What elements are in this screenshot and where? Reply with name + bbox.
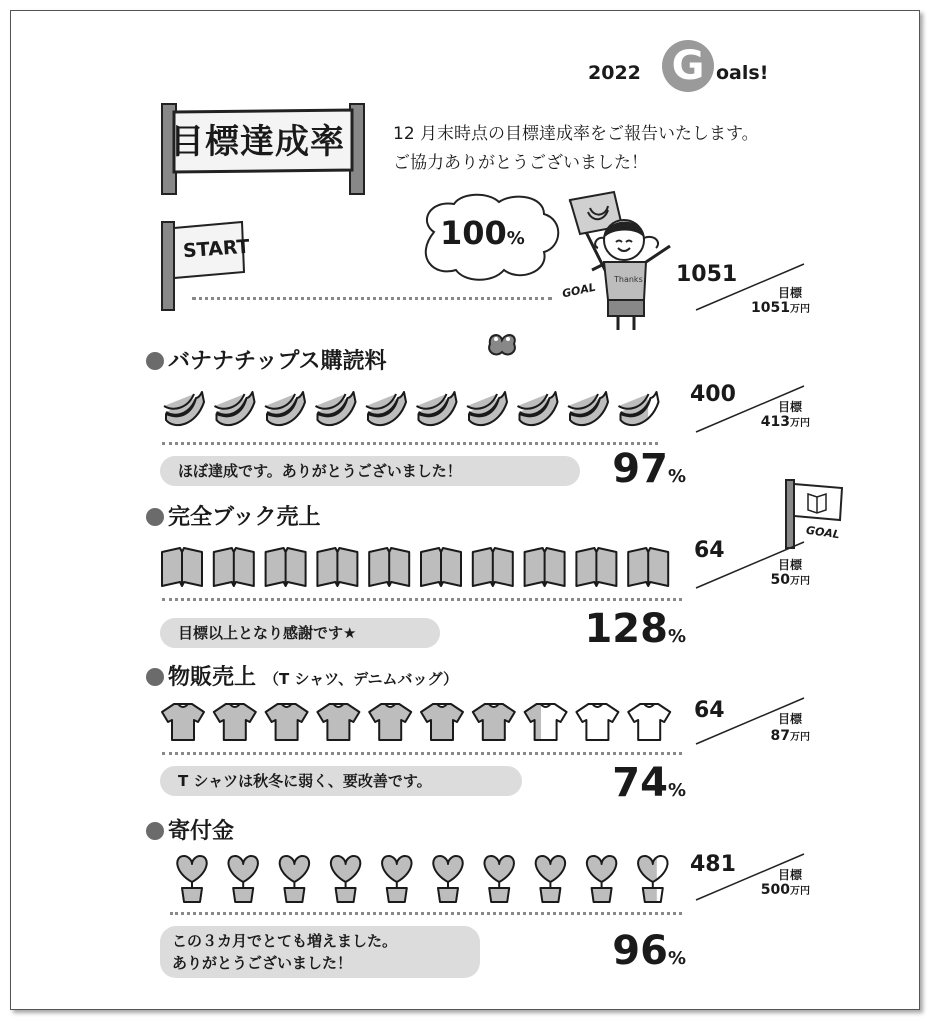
book-percent (560, 606, 686, 652)
cloud-percent-unit: % (506, 228, 525, 249)
book-actual: 64 (694, 538, 725, 563)
overall-dotted-line (192, 297, 552, 300)
tshirt-icon-row-svg (160, 700, 672, 742)
goals-rest: oals! (716, 62, 769, 84)
book-icon (628, 548, 668, 586)
bullet-icon (146, 508, 164, 526)
banana-dotted-line (162, 442, 658, 445)
section-heading-book (146, 500, 320, 531)
tshirt-icon (266, 704, 308, 740)
heart-pot-icon (587, 856, 616, 902)
banana-icon (518, 392, 558, 425)
banner-title: 目標達成率 (170, 122, 345, 162)
section-heading-donation (146, 814, 234, 845)
donation-comment (160, 926, 480, 978)
book-icon-row-svg (160, 546, 670, 588)
section-heading-text: 物販売上 (168, 665, 257, 690)
book-icon (525, 548, 565, 586)
tshirt-icon (317, 704, 359, 740)
section-heading-text: バナナチップス購読料 (168, 349, 387, 374)
bullet-icon (146, 822, 164, 840)
donation-target-unit: 万円 (790, 886, 810, 897)
banana-percent (580, 446, 686, 492)
overall-actual: 1051 (676, 262, 738, 287)
heart-pot-icon (280, 856, 309, 902)
goals-g-logo (662, 40, 714, 92)
tshirt-icon (162, 704, 204, 740)
tshirt-dotted-line (162, 752, 682, 755)
goods-comment: T シャツは秋冬に弱く、要改善です。 (160, 766, 522, 796)
tshirt-icon (576, 704, 618, 740)
banana-icon (265, 392, 305, 425)
heart-dotted-line (170, 912, 682, 915)
book-target-unit: 万円 (790, 576, 810, 587)
banana-percent-value: 97 (612, 446, 668, 492)
book-goal-label: GOAL (805, 523, 841, 542)
cloud-percent-value: 100 (440, 214, 507, 252)
banana-icon (619, 392, 659, 425)
book-icon (369, 548, 409, 586)
book-dotted-line (162, 598, 682, 601)
donation-target-value: 500 (760, 882, 790, 898)
tshirt-icon (628, 704, 670, 740)
banana-percent-unit: % (667, 466, 686, 487)
book-icon (473, 548, 513, 586)
heart-pot-icon (228, 856, 257, 902)
banana-icon (164, 392, 204, 425)
heart-pot-icon (331, 856, 360, 902)
banana-icon (467, 392, 507, 425)
goods-target (730, 728, 810, 744)
overall-target-label: 目標 (778, 286, 803, 300)
section-heading-goods (146, 660, 458, 691)
banana-target-value: 413 (760, 414, 790, 430)
book-icon (266, 548, 306, 586)
overall-target-value: 1051 (751, 300, 790, 316)
book-icon (576, 548, 616, 586)
goods-target-unit: 万円 (790, 732, 810, 743)
tshirt-icon (421, 704, 463, 740)
book-icon (214, 548, 254, 586)
banana-actual: 400 (690, 382, 736, 407)
donation-target-label: 目標 (778, 868, 803, 882)
goals-year: 2022 (588, 62, 641, 84)
book-percent-unit: % (667, 626, 686, 647)
section-heading-text: 完全ブック売上 (168, 505, 321, 530)
intro-line-2: ご協力ありがとうございました！ (393, 153, 648, 173)
goods-percent-value: 74 (612, 760, 668, 806)
heart-pot-icon (433, 856, 462, 902)
heart-pot-icon (177, 856, 206, 902)
banana-icon-row-svg (160, 384, 663, 432)
donation-percent-unit: % (667, 948, 686, 969)
heart-pot-icon-row-svg (172, 852, 673, 906)
donation-actual: 481 (690, 852, 736, 877)
bullet-icon (146, 668, 164, 686)
banana-icon (366, 392, 406, 425)
intro-line-1: 12 月末時点の目標達成率をご報告いたします。 (393, 124, 759, 144)
banana-icon (417, 392, 457, 425)
book-icon (162, 548, 202, 586)
heart-pot-icon (484, 856, 513, 902)
intro-text (393, 120, 759, 178)
tshirt-icon (473, 704, 515, 740)
goal-label: GOAL (561, 280, 597, 301)
banana-icon (568, 392, 608, 425)
overall-target (730, 300, 810, 316)
goods-actual: 64 (694, 698, 725, 723)
heart-pot-icon (382, 856, 411, 902)
book-comment: 目標以上となり感謝です★ (160, 618, 440, 648)
goods-percent-unit: % (667, 780, 686, 801)
banana-comment: ほぼ達成です。ありがとうございました！ (160, 456, 580, 486)
banana-target (730, 414, 810, 430)
goals-g-letter: G (671, 43, 705, 89)
heart-pot-icon (638, 856, 667, 902)
book-percent-value: 128 (584, 606, 668, 652)
section-heading-banana (146, 344, 386, 375)
overall-target-unit: 万円 (790, 304, 810, 315)
book-target-label: 目標 (778, 558, 803, 572)
tshirt-icon (369, 704, 411, 740)
goods-percent (580, 760, 686, 806)
banana-target-label: 目標 (778, 400, 803, 414)
donation-target (730, 882, 810, 898)
shirt-text: Thanks (614, 275, 643, 284)
cloud-percent (440, 214, 525, 252)
book-icon (317, 548, 357, 586)
tshirt-icon (214, 704, 256, 740)
donation-percent (580, 928, 686, 974)
donation-percent-value: 96 (612, 928, 668, 974)
start-label: START (182, 235, 251, 263)
goods-target-value: 87 (770, 728, 790, 744)
goods-target-label: 目標 (778, 712, 803, 726)
banana-icon (316, 392, 356, 425)
section-heading-sub: （T シャツ、デニムバッグ） (264, 670, 458, 688)
frog-icon (486, 330, 520, 360)
bullet-icon (146, 352, 164, 370)
section-heading-text: 寄付金 (168, 819, 235, 844)
banana-target-unit: 万円 (790, 418, 810, 429)
book-target (730, 572, 810, 588)
donation-comment-line-1: この３カ月でとても増えました。 (172, 932, 398, 950)
banana-icon (215, 392, 255, 425)
tshirt-icon (525, 704, 567, 740)
heart-pot-icon (536, 856, 565, 902)
donation-comment-line-2: ありがとうございました！ (172, 954, 353, 972)
book-target-value: 50 (770, 572, 790, 588)
girl-with-flag-icon (562, 190, 678, 335)
book-icon (421, 548, 461, 586)
